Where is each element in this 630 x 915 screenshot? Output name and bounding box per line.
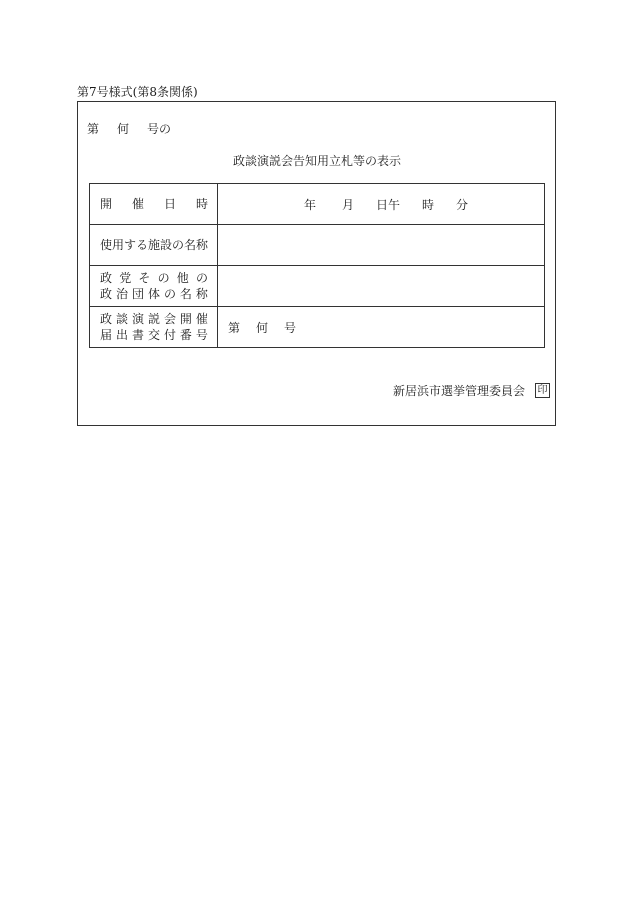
committee-name: 新居浜市選挙管理委員会 — [393, 384, 526, 398]
label-char: 催 — [195, 312, 208, 326]
label-char: 党 — [119, 271, 132, 285]
number-middle: 何 — [117, 122, 130, 136]
form-label: 第7号様式(第8条関係) — [77, 85, 198, 99]
year-label: 年 — [303, 197, 316, 212]
label-char: の — [163, 287, 176, 301]
label-char: 名 — [179, 287, 192, 301]
label-char: 政 — [100, 271, 113, 285]
number-prefix: 第 — [87, 122, 100, 136]
number-prefix: 第 — [228, 320, 241, 335]
label-notification — [90, 307, 218, 348]
day-label: 日午 — [375, 197, 400, 212]
label-char: 出 — [115, 328, 128, 342]
hour-label: 時 — [422, 197, 435, 212]
number-line — [87, 120, 171, 137]
label-text: 使用する施設の名称 — [100, 238, 209, 252]
table-row-facility — [90, 225, 545, 266]
label-char: 称 — [195, 287, 208, 301]
seal-mark: 印 — [535, 383, 550, 398]
label-char: 演 — [131, 312, 144, 326]
value-notification[interactable] — [218, 307, 545, 348]
label-char: 会 — [163, 312, 176, 326]
label-char: 交 — [147, 328, 160, 342]
label-char: 書 — [131, 328, 144, 342]
minute-label: 分 — [456, 197, 469, 212]
label-char: 政 — [100, 287, 113, 301]
value-facility[interactable] — [218, 225, 545, 266]
label-char: 体 — [147, 287, 160, 301]
label-char: 他 — [176, 271, 189, 285]
table-row-datetime — [90, 184, 545, 225]
label-char: 時 — [195, 197, 208, 211]
table-row-notification — [90, 307, 545, 348]
label-party — [90, 266, 218, 307]
label-char: の — [157, 271, 170, 285]
label-char: 届 — [100, 328, 113, 342]
number-suffix: 号 — [284, 320, 297, 335]
label-char: 付 — [163, 328, 176, 342]
label-char: 番 — [179, 328, 192, 342]
label-char: 談 — [115, 312, 128, 326]
label-facility — [90, 225, 218, 266]
number-middle: 何 — [256, 320, 269, 335]
label-char: そ — [138, 271, 151, 285]
label-char: 開 — [179, 312, 192, 326]
document-title: 政談演説会告知用立札等の表示 — [233, 154, 402, 168]
label-char: の — [195, 271, 208, 285]
info-table — [89, 183, 545, 348]
table-row-party — [90, 266, 545, 307]
number-suffix: 号の — [147, 122, 172, 136]
label-char: 日 — [163, 197, 176, 211]
label-char: 号 — [195, 328, 208, 342]
label-char: 団 — [131, 287, 144, 301]
label-char: 政 — [100, 312, 113, 326]
label-char: 催 — [131, 197, 144, 211]
value-datetime[interactable] — [218, 184, 545, 225]
month-label: 月 — [341, 197, 354, 212]
label-char: 説 — [147, 312, 160, 326]
label-char: 開 — [100, 197, 113, 211]
label-char: 治 — [115, 287, 128, 301]
value-party[interactable] — [218, 266, 545, 307]
label-datetime — [90, 184, 218, 225]
committee-signature — [393, 382, 550, 399]
